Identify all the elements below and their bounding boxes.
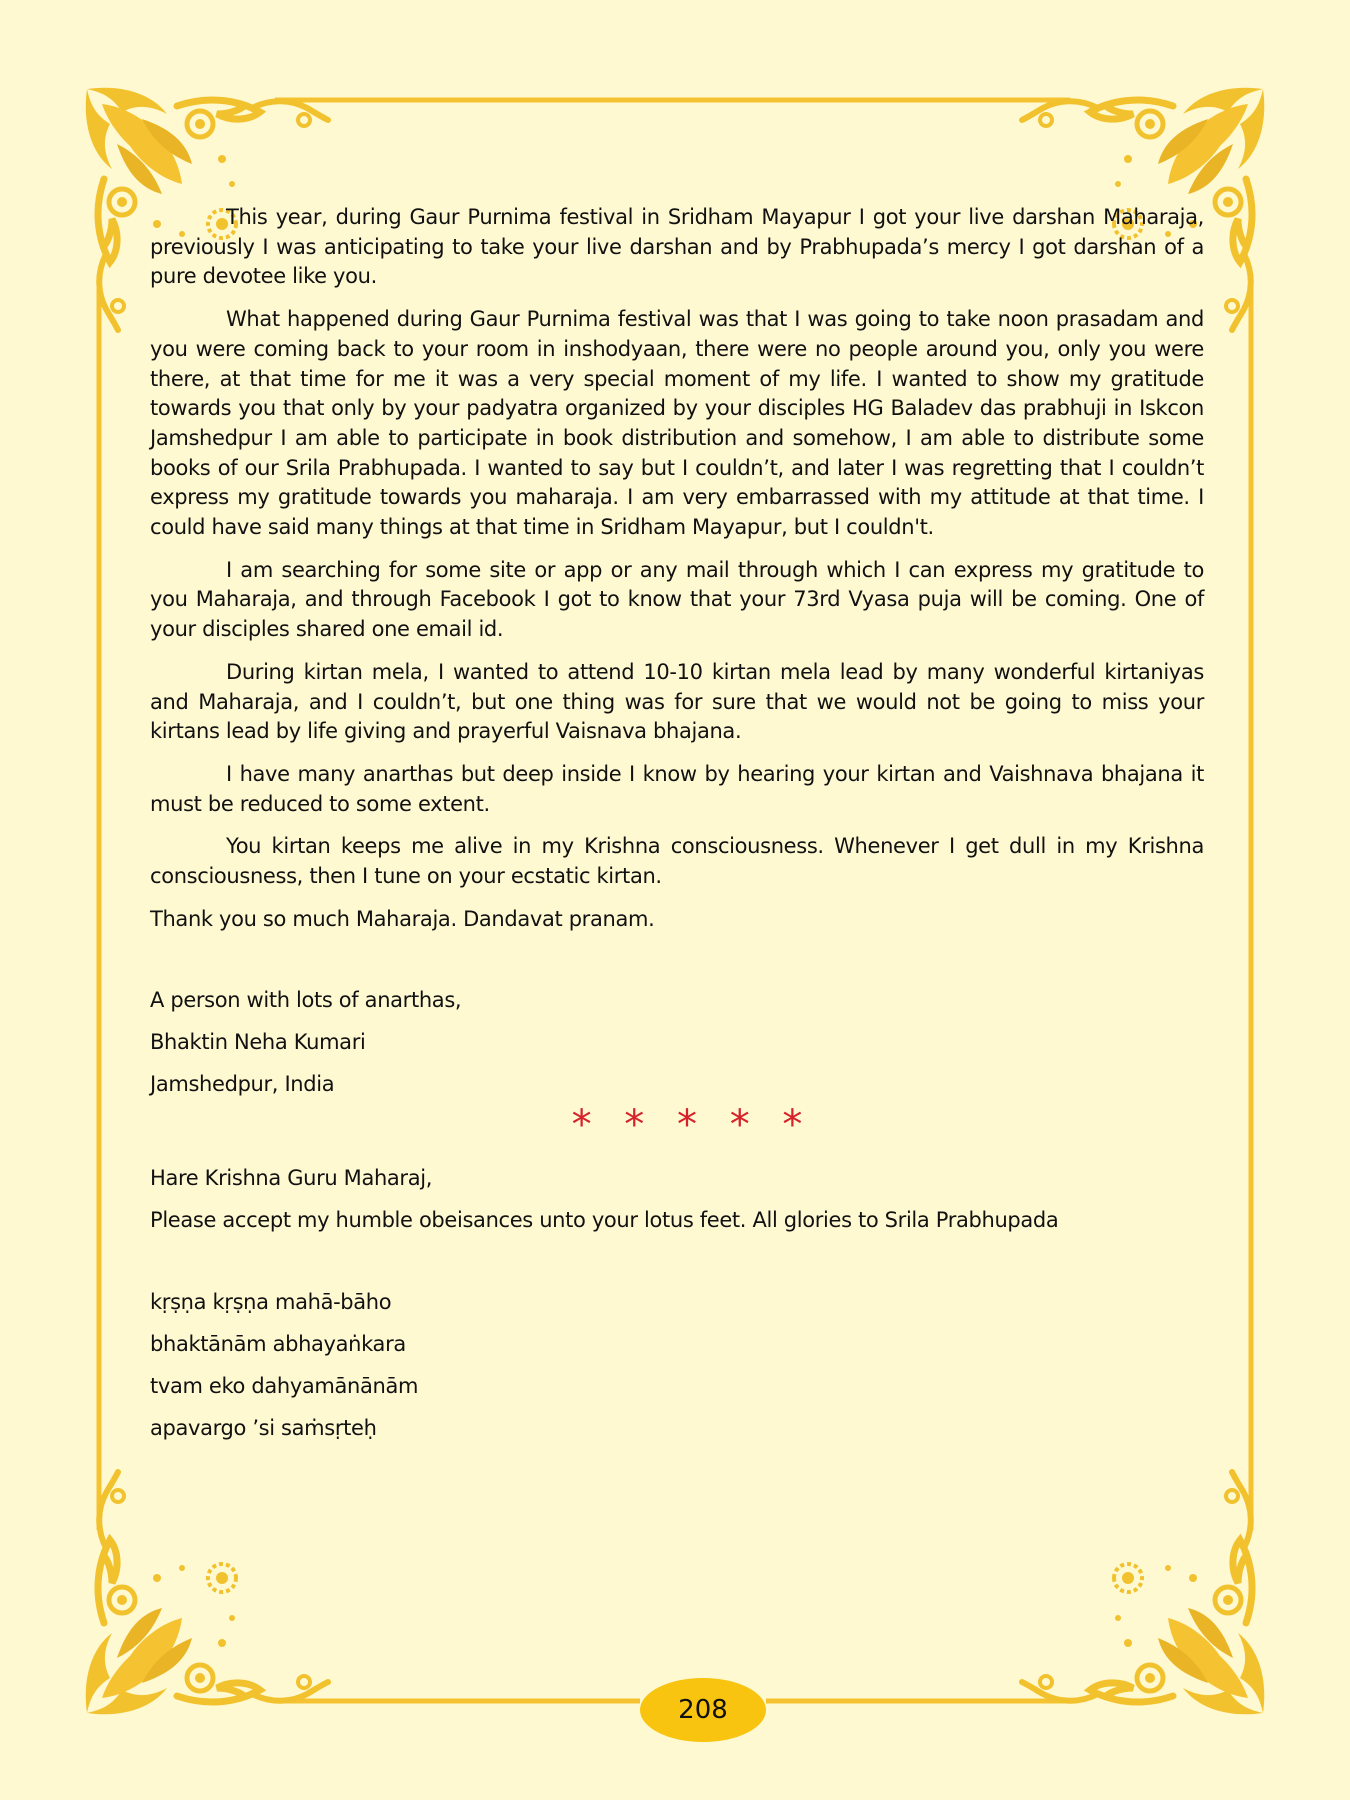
letter-paragraph: I am searching for some site or app or any mail through which I can express my gratitude to you Maharaja, and through Facebook I got to know that your 73rd Vyasa puja will be coming. One of your disciples shared one email id. <box>150 557 1204 642</box>
letter-closing: Thank you so much Maharaja. Dandavat pranam. <box>150 906 655 931</box>
letter-paragraph: What happened during Gaur Purnima festival was that I was going to take noon prasadam and you were coming back to your room in inshodyaan, there were no people around you, only you were there, at that time for me it was a very special moment of my life. I wanted to show my gratitude towards you that only by your padyatra organized by your disciples HG Baladev das prabhuji in Iskcon Jamshedpur I am able to participate in book distribution and somehow, I am able to distribute some books of our Srila Prabhupada. I wanted to say but I couldn’t, and later I was regretting that I couldn’t express my gratitude towards you maharaja. I am very embarrassed with my attitude at that time. I could have said many things at that time in Sridham Mayapur, but I couldn't. <box>150 307 1204 540</box>
verse-line: tvam eko dahyamānānām <box>150 1374 419 1399</box>
letter-paragraph: This year, during Gaur Purnima festival in Sridham Mayapur I got your live darshan Maharaja, previously I was anticipating to take your live darshan and by Prabhupada’s mercy I got darshan of a pure devotee like you. <box>150 205 1204 289</box>
letter-paragraph: I have many anarthas but deep inside I know by hearing your kirtan and Vaishnava bhajana it must be reduced to some extent. <box>150 761 1204 816</box>
verse-line: kṛṣṇa kṛṣṇa mahā-bāho <box>150 1290 392 1315</box>
signature-name: Bhaktin Neha Kumari <box>150 1030 366 1055</box>
section-divider-stars: * * * * * <box>571 1102 813 1149</box>
signature-line: A person with lots of anarthas, <box>150 988 462 1013</box>
greeting: Hare Krishna Guru Maharaj, <box>150 1166 433 1191</box>
obeisances: Please accept my humble obeisances unto your lotus feet. All glories to Srila Prabhupada <box>150 1208 1059 1233</box>
letter-paragraph: During kirtan mela, I wanted to attend 10-10 kirtan mela lead by many wonderful kirtaniyas and Maharaja, and I couldn’t, but one thing was for sure that we would not be going to miss your kirtans lead by life giving and prayerful Vaisnava bhajana. <box>150 659 1204 744</box>
corner-ornament-bottom-right <box>1022 1472 1264 1714</box>
letter-content <box>150 203 1204 1449</box>
verse-line: bhaktānām abhayaṅkara <box>150 1332 406 1357</box>
corner-ornament-bottom-left <box>86 1472 328 1714</box>
signature-location: Jamshedpur, India <box>150 1072 335 1097</box>
page-number: 208 <box>678 1695 728 1725</box>
verse-line: apavargo ’si saṁsṛteḥ <box>150 1416 377 1441</box>
letter-paragraph: You kirtan keeps me alive in my Krishna consciousness. Whenever I get dull in my Krishna consciousness, then I tune on your ecstatic kirtan. <box>150 834 1204 889</box>
